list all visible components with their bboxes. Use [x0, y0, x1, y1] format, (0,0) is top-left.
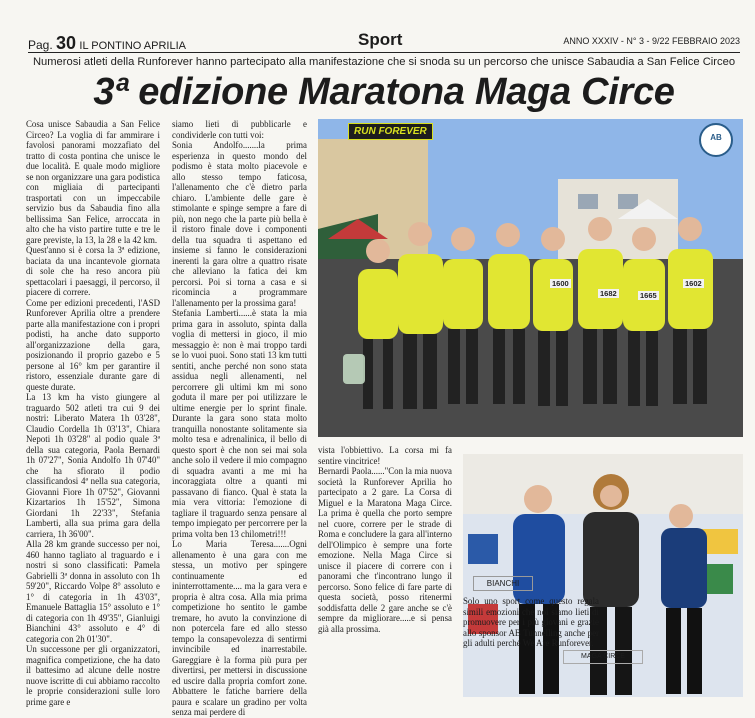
runforever-logo: RUN FOREVER: [348, 123, 433, 140]
text-column-3: [318, 445, 452, 704]
issue-info: ANNO XXXIV - N° 3 - 9/22 FEBBRAIO 2023: [563, 36, 740, 46]
text-column-4: [463, 596, 599, 704]
paragraph: Solo uno sport come questo regala simili emozioni che noi siamo lieti di promuovere per i più giovani e grazie allo sponsor AB Tunnelling anche per gli adulti perché We Are Runforever.: [463, 596, 599, 648]
paragraph: Sonia Andolfo.......la prima esperienza in questo mondo del podismo è stata molto piacevole e allo stesso tempo faticosa, l'allenamento che c'è dietro parla chiaro. L'ambiente delle gare è stimolante e spinge sempre a fare di più, non nego che la parte più bella è il ristoro finale dove i componenti della tua squadra ti aspettano ed insieme si fanno le considerazioni inerenti la gara oltre a quattro risate che alleviano la fatica dei km percorsi. Poi si torna a casa e si ricomincia a programmare l'allenamento per la prossima gara!: [172, 140, 307, 308]
paragraph: Bernardi Paola......"Con la mia nuova società la Runforever Aprilia ho partecipato a 2 gare. La Corsa di Miguel e la Maratona Maga Circe. La prima è quella che porto sempre nel cuore, correre per le strade di Roma e concludere la gara all'interno dell'Olimpico è sempre una forte emozione. Nella Maga Circe si unisce il piacere di correre con i panorami che t'incontrano lungo il percorso. Sono felice di fare parte di questa società, posso ritenermi soddisfatta delle 2 gare anche se c'è sempre da migliorare.....e si pensa già alla prossima.: [318, 466, 452, 634]
paragraph: Lo Maria Teresa.......Ogni allenamento è una gara con me stessa, un motivo per spingere continuamente ed ininterrottamente.... ma la gara vera e propria è altra cosa. Alla mia prima competizione ho sentito le gambe tremare, ho avuto la convinzione di non potercela fare ed allo stesso tempo la consapevolezza di sentirmi invincibile ed inarrestabile. Gareggiare è la forma più pura per divertirsi, per mettersi in discussione ed uscire dalla propria comfort zone. Abbattere le fatiche barriere della paura e scalare un gradino per volta senza mai perdere di: [172, 539, 307, 717]
paragraph: La 13 km ha visto giungere al traguardo 502 atleti tra cui 9 dei nostri: Liberato Matera 1h 03'28", Claudio Cordella 1h 03'13", Chiara Nepoti 1h 03'28" al podio quale 3ª della sua categoria, Paola Bernardi 1h 07'27", Sonia Andolfo 1h 07'40" che ha sfiorato il podio classificandosi 4ª nella sua categoria, Giovanni Fiore 1h 07'52", Giovanni Kizartarios 1h 15'52", Simona Giordani 1h 22'33", Stefania Lamberti, alla sua prima gara della carriera, 1h 36'00".: [26, 392, 160, 539]
pag-label: Pag.: [28, 38, 53, 52]
race-bib: 1600: [552, 279, 569, 288]
section-title: Sport: [358, 30, 403, 49]
paragraph: Stefania Lamberti......è stata la mia prima gara in assoluto, spinta dalla voglia di mettersi in gioco, il mio messaggio è: non è mai troppo tardi se lo vuoi puoi. Sono stati 13 km tutti sentiti, anche perché non sono stata assidua negli allenamenti, nel percorrere gli ultimi km mi sono goduta il mare per poi utilizzare le ultime energie per lo sprint finale. Durante la gara sono stata molto tranquilla nonostante solitamente sia molto tesa e adrenalinica, il bello di questo sport è che non sei mai sola anche solo il vedere il mio compagno di squadra avanti a me mi ha incoraggiata oltre a quanti mi passavano di fianco. Qual è stata la mia vera vittoria: l'emozione di tagliare il traguardo senza pensare al tempo impiegato per percorrere per la prima volta ben 13 chilometri!!!: [172, 308, 307, 539]
paragraph: Come per edizioni precedenti, l'ASD Runforever Aprilia oltre a prendere parte alla manifestazione con i propri podisti, ha anche dato supporto all'organizzazione della gara, posizionando il proprio gazebo e 5 persone al 16° km per garantire il ristoro, essenziale durante gare di queste durate.: [26, 297, 160, 392]
paragraph: Alla 28 km grande successo per noi, 460 hanno tagliato al traguardo e i nostri si sono classificati: Pamela Gabrielli 3ª donna in assoluto con 1h 59'20", Riccardo Volpe 8° assoluto e 1° di categoria in 1h 43'03", Emanuele Battaglia 15° assoluto e 1° di categoria con 1h 49'35", Gianluigi Bianchini 43° assoluto e 4° di categoria con 2h 01'30".: [26, 539, 160, 644]
paragraph: Quest'anno si è corsa la 3ª edizione, baciata da una incantevole giornata di sole che ha reso ancora più spettacolari i paesaggi, il percorso, il piacere di correre.: [26, 245, 160, 297]
team-group-photo: [318, 119, 743, 437]
paragraph: Un successone per gli organizzatori, magnifica competizione, che ha dato il battesimo ad alcune delle nostre nuove iscritte di cui abbiamo raccolto le proprie considerazioni sulle loro prime gare e: [26, 644, 160, 707]
paragraph: siamo lieti di pubblicarle e condividerle con tutti voi:: [172, 119, 307, 140]
race-bib: 1682: [600, 289, 617, 298]
sponsor-badge: AB: [699, 123, 733, 157]
page-header: [28, 30, 740, 53]
sponsor-text: BIANCHI: [473, 576, 533, 591]
team-photo-illustration: [318, 119, 743, 437]
text-column-1: [26, 119, 160, 707]
page-label: [28, 33, 186, 54]
race-bib: 1665: [640, 291, 657, 300]
page-number: 30: [56, 33, 77, 53]
event-text: MAGA CIRCE: [563, 650, 643, 664]
paragraph: Cosa unisce Sabaudia a San Felice Circeo? La voglia di far ammirare i favolosi panorami mozzafiato del tratto di costa pontina che unisce le due località. E quale modo migliore se non organizzare una gara podistica con migliaia di partecipanti trasportati con un impeccabile servizio bus da Sabaudia fino alla bellissima San Felice, arroccata in alto che ha visto partire tutte e tre le gare previste, la 13, la 28 e la 42 km.: [26, 119, 160, 245]
text-column-2: [172, 119, 307, 717]
paragraph: vista l'obbiettivo. La corsa mi fa sentire vincitrice!: [318, 445, 452, 466]
race-bib: 1602: [685, 279, 702, 288]
publication-name: IL PONTINO APRILIA: [79, 40, 186, 52]
article-headline: 3ª edizione Maratona Maga Circe: [93, 71, 675, 113]
article-subtitle: Numerosi atleti della Runforever hanno partecipato alla manifestazione che si snoda su un percorso che unisce Sabaudia a San Felice Circeo: [32, 56, 736, 68]
